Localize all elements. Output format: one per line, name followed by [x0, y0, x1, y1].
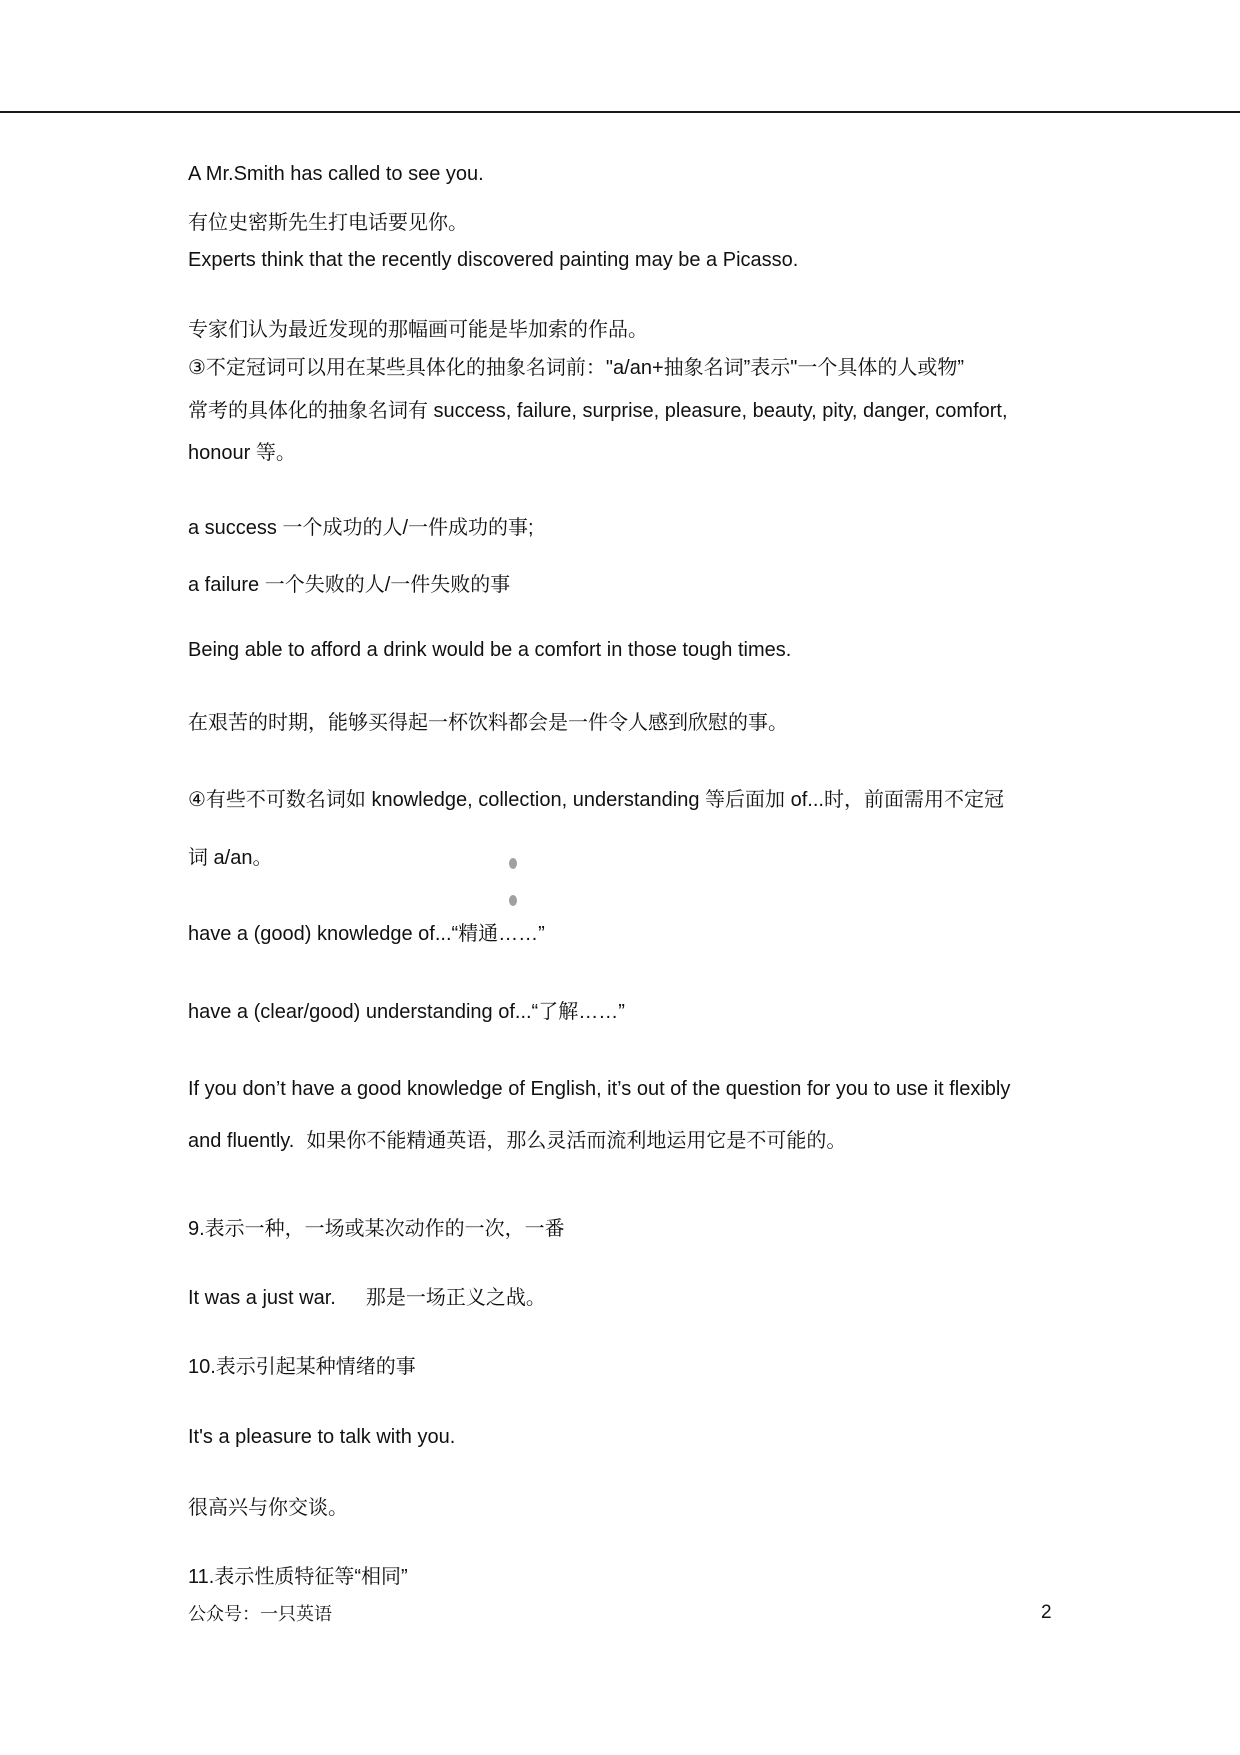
text-line: 专家们认为最近发现的那幅画可能是毕加索的作品。	[188, 319, 648, 341]
text-line: 在艰苦的时期，能够买得起一杯饮料都会是一件令人感到欣慰的事。	[188, 712, 788, 734]
text-line: A Mr.Smith has called to see you.	[188, 163, 484, 185]
just-war-en: It was a just war.	[188, 1287, 336, 1309]
fluently-en: and fluently.	[188, 1130, 295, 1152]
text-line: have a (clear/good) understanding of...“了解……”	[188, 1001, 625, 1023]
text-line: If you don’t have a good knowledge of English, it’s out of the question for you to use it flexibly	[188, 1078, 1011, 1100]
text-line: a success 一个成功的人/一件成功的事;	[188, 517, 534, 539]
bullet-dot	[509, 895, 517, 906]
text-line: 11.表示性质特征等“相同”	[188, 1566, 408, 1588]
text-line: ④有些不可数名词如 knowledge, collection, understanding 等后面加 of...时，前面需用不定冠	[188, 789, 1004, 811]
fluently-zh: 如果你不能精通英语，那么灵活而流利地运用它是不可能的。	[306, 1130, 847, 1152]
text-line: 常考的具体化的抽象名词有 success, failure, surprise, pleasure, beauty, pity, danger, comfort,	[188, 400, 1008, 422]
text-line: 9.表示一种，一场或某次动作的一次，一番	[188, 1218, 565, 1240]
text-line	[188, 1285, 546, 1311]
text-line: 10.表示引起某种情绪的事	[188, 1356, 416, 1378]
text-line: a failure 一个失败的人/一件失败的事	[188, 574, 511, 596]
text-line: It's a pleasure to talk with you.	[188, 1426, 456, 1448]
text-line	[188, 1128, 846, 1154]
page-number: 2	[1041, 1602, 1052, 1623]
text-line: 有位史密斯先生打电话要见你。	[188, 212, 468, 234]
text-line: 词 a/an。	[188, 847, 273, 869]
just-war-zh: 那是一场正义之战。	[365, 1287, 546, 1309]
footer-source: 公众号：一只英语	[188, 1604, 332, 1624]
text-line: 很高兴与你交谈。	[188, 1497, 348, 1519]
text-line: Experts think that the recently discovered painting may be a Picasso.	[188, 249, 799, 271]
header-rule	[0, 111, 1240, 113]
text-line: Being able to afford a drink would be a comfort in those tough times.	[188, 639, 792, 661]
text-line: ③不定冠词可以用在某些具体化的抽象名词前："a/an+抽象名词”表示"一个具体的人或物”	[188, 357, 965, 379]
text-line: have a (good) knowledge of...“精通……”	[188, 923, 545, 945]
bullet-dot	[509, 858, 517, 869]
text-line: honour 等。	[188, 442, 296, 464]
